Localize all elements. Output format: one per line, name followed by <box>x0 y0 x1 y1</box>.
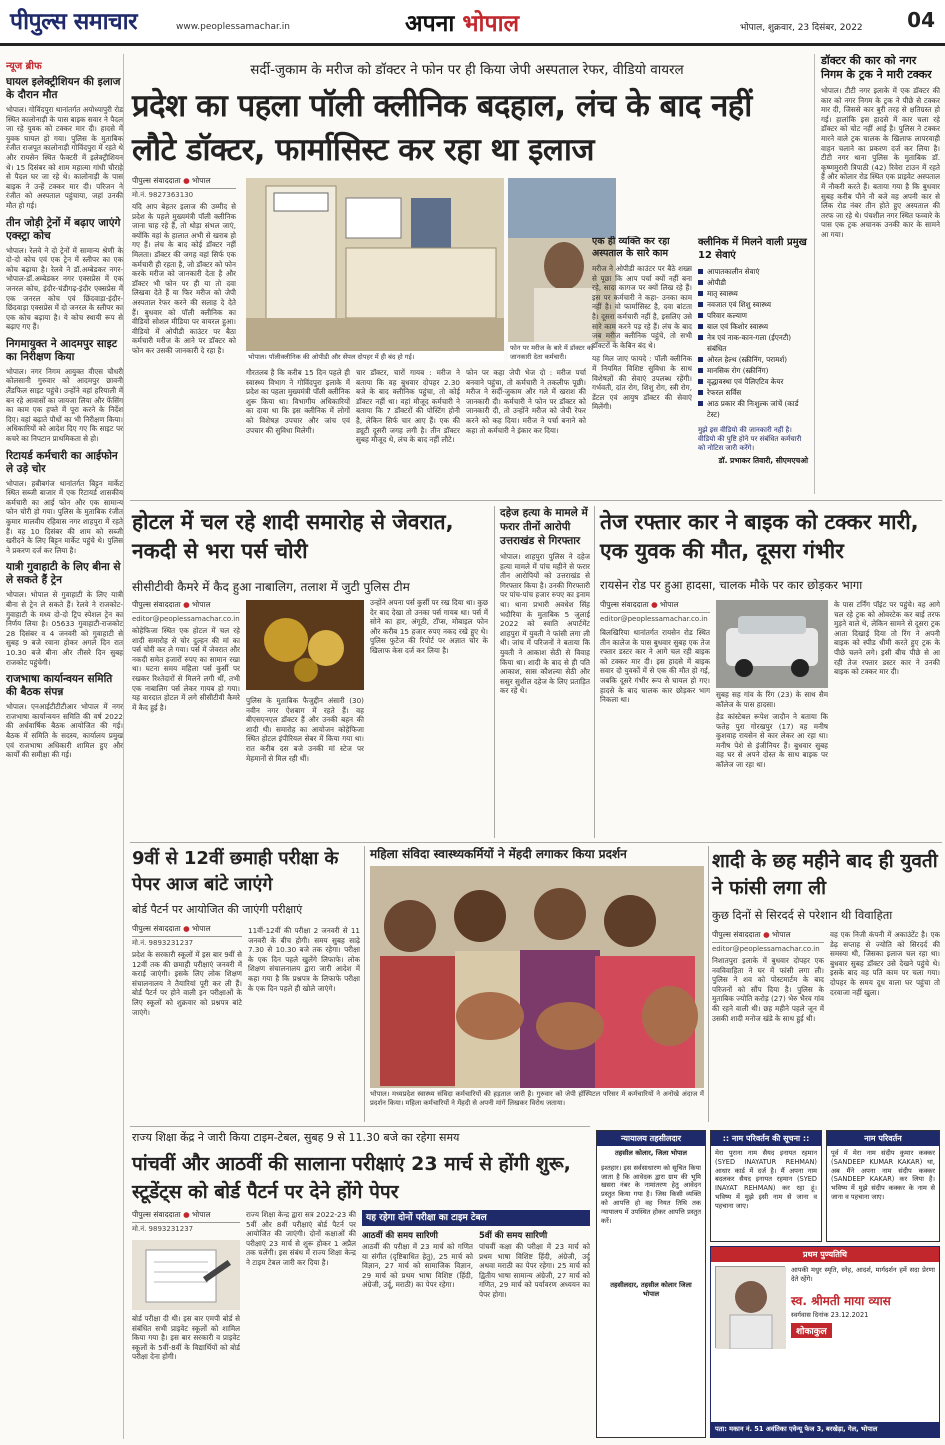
tehsil-notice-body: इश्तहार। इस सर्वसाधारण को सूचित किया जाता है कि आवेदक द्वारा ग्राम की भूमि खसरा नंबर के नामांतरण हेतु आवेदन प्रस्तुत किया गया है। जिस किसी व्यक्ति को आपत्ति हो वह नियत तिथि तक न्यायालय में उपस्थित होकर आपत्ति प्रस्तुत करें। <box>601 1163 701 1225</box>
hotel-story-deck: सीसीटीवी कैमरे में कैद हुआ नाबालिग, तलाश में जुटी पुलिस टीम <box>132 580 410 594</box>
hotel-story-col3: उन्होंने अपना पर्स कुर्सी पर रख दिया था। कुछ देर बाद देखा तो उनका पर्स गायब था। पर्स में सोने का हार, अंगूठी, टॉप्स, मोबाइल फोन और करीब 15 हजार रुपए नकद रखे हुए थे। पुलिस फुटेज की रिपोर्ट पर अज्ञात चोर के खिलाफ केस दर्ज कर लिया है। <box>370 598 488 655</box>
annual-exam-col2: बोर्ड परीक्षा दी थी। इस बार एमपी बोर्ड से संबंधित सभी प्राइवेट स्कूलों को शामिल किया गया है। इस बार सरकारी व प्राइवेट स्कूलों के 5वीं-8वीं के विद्यार्थियों को बोर्ड परीक्षा देना होगी। <box>132 1314 240 1362</box>
annual-exam-headline: पांचवीं और आठवीं की सालाना परीक्षाएं 23 मार्च से होंगी शुरू, स्टूडेंट्स को बोर्ड पैटर्न पर देने होंगे पेपर <box>132 1153 571 1203</box>
protest-headline: महिला संविदा स्वास्थ्यकर्मियों ने मेंहदी लगाकर किया प्रदर्शन <box>370 847 627 861</box>
jewellery-photo <box>246 600 364 690</box>
dowry-headline: दहेज हत्या के मामले में फरार तीनों आरोपी उत्तराखंड से गिरफ्तार <box>500 507 588 547</box>
divider <box>130 1126 590 1127</box>
service-item: नवजात एवं शिशु स्वास्थ्य <box>698 299 808 310</box>
exam9-story-headline: 9वीं से 12वीं छमाही परीक्षा के पेपर आज बांटे जाएंगे <box>132 848 339 895</box>
car-photo-illustration <box>716 600 828 688</box>
timetable-class8-title: आठवीं की समय सारिणी <box>362 1231 438 1241</box>
clinic-photo-illustration <box>246 178 504 362</box>
brief-body: भोपाल। हबीबगंज थानांतर्गत बिट्टन मार्केट स्थित सब्जी बाजार में एक रिटायर्ड शासकीय कर्मचारी का आई फोन और एक सामान्य फोन चोरी हो गया। पुलिस के मुताबिक रंजीत कुमार मालवीय रहिवास नगर शाहपुरा में रहते हैं। वह 10 दिसंबर की शाम को सब्जी खरीदने के लिए बिट्टन मार्केट पहुंचे थे। पुलिस ने प्रकरण दर्ज कर लिया है। <box>6 478 123 555</box>
car-photo <box>716 600 828 688</box>
name-change-ad-1-body: मेरा पुराना नाम सैयद इनायत रहमान (SYED INAYATUR REHMAN) आधार कार्ड में दर्ज है। मैं अपना नाम बदलकर सैयद इनायत रहमान (SYED INAYAT REHMAN) कर रहा हूं। भविष्य में मुझे इसी नाम से जाना व पहचाना जाए। <box>715 1149 817 1210</box>
cmho-quote: मुझे इस वीडियो की जानकारी नहीं है। वीडियो की पुष्टि होने पर संबंधित कर्मचारी को नोटिस जारी करेंगे। <box>698 426 802 452</box>
service-item: बाल एवं किशोर स्वास्थ्य <box>698 321 808 332</box>
brief-title: निगमायुक्त ने आदमपुर साइट का निरीक्षण किया <box>6 337 118 363</box>
reporter-mobile: मो.नं. 9893231237 <box>132 1222 240 1234</box>
main-story-kicker: सर्दी-जुकाम के मरीज को डॉक्टर ने फोन पर ही किया जेपी अस्पताल रेफर, वीडियो वायरल <box>250 62 684 78</box>
hotel-byline-block <box>132 600 240 623</box>
memorial-text: आपकी मधुर स्मृति, स्नेह, आदर्श, मार्गदर्शन हमें सदा प्रेरणा देते रहेंगे। <box>791 1266 935 1283</box>
dateline: भोपाल, शुक्रवार, 23 दिसंबर, 2022 <box>740 23 863 33</box>
brief-title: तीन जोड़ी ट्रेनों में बढ़ाए जाएंगे एक्स्ट्रा कोच <box>6 216 121 242</box>
services-title: क्लीनिक में मिलने वाली प्रमुख 12 सेवाएं <box>698 237 807 261</box>
service-item: आपातकालीन सेवाएं <box>698 266 808 277</box>
brief-item <box>6 673 123 760</box>
timetable-class8 <box>362 1230 473 1300</box>
dowry-body: भोपाल। शाहपुरा पुलिस ने दहेज हत्या मामले में पांच महीने से फरार तीन आरोपियों को उत्तराखंड से गिरफ्तार किया है। उनकी गिरफ्तारी पर पांच-पांच हजार रुपए का इनाम था। थाना प्रभारी अवधेश सिंह भदौरिया के मुताबिक 5 जुलाई 2022 को स्वाति अपार्टमेंट शाहपुरा में युवती ने फांसी लगा ली थी। जांच में परिजनों ने बताया कि युवती ने आकाश सेठी से विवाह किया था। शादी के बाद से ही पति आकाश, सास कौशल्या सेठी और ससुर सुशील दहेज के लिए प्रताड़ित कर रहे थे। <box>500 552 590 696</box>
exam9-story-deck: बोर्ड पैटर्न पर आयोजित की जाएंगी परीक्षाएं <box>132 903 303 916</box>
main-story-side-block <box>592 236 692 492</box>
hotel-story-headline: होटल में चल रहे शादी समारोह से जेवरात, नकदी से भरा पर्स चोरी <box>132 510 454 563</box>
clinic-photo <box>246 178 504 362</box>
protest-photo-illustration <box>370 866 704 1088</box>
divider <box>364 846 365 1122</box>
brief-body: भोपाल। भोपाल से गुवाहाटी के लिए यात्री बीना से ट्रेन ले सकते हैं। रेलवे ने राजकोट-गुवाहाटी के मध्य दो-दो ट्रिप स्पेशल ट्रेन का निर्णय लिया है। 05633 गुवाहाटी-राजकोट 28 दिसंबर व 4 जनवरी को गुवाहाटी से सुबह 9 बजे रवाना होकर अगले दिन रात 10.30 बजे बीना और तीसरे दिन सुबह राजकोट पहुंचेगी। <box>6 590 123 667</box>
brief-title: रिटायर्ड कर्मचारी का आईफोन ले उड़े चोर <box>6 449 118 475</box>
page-number: 04 <box>907 8 935 32</box>
annual-exam-col1: राज्य शिक्षा केन्द्र द्वारा सत्र 2022-23 की 5वीं और 8वीं परीक्षाएं बोर्ड पैटर्न पर आयोजित की जाएंगी। दोनों कक्षाओं की परीक्षाएं 23 मार्च से शुरू होकर 1 अप्रैल तक चलेंगी। इस संबंध में राज्य शिक्षा केन्द्र ने टाइम टेबल जारी कर दिया है। <box>246 1210 356 1267</box>
main-story-headline: प्रदेश का पहला पॉली क्लीनिक बदहाल, लंच के बाद नहीं लौटे डॉक्टर, फार्मासिस्ट कर रहा था इलाज <box>132 88 752 168</box>
tehsil-notice-sign: तहसीलदार, तहसील कोलार जिला भोपाल <box>610 1281 692 1299</box>
main-story-col4: फोन पर कहा जेपी भेज दो : मरीज पर्चा बनवाने पहुंचा, तो कर्मचारी ने तकलीफ पूछी। मरीज ने सर्दी-जुकाम और गले में खराश की जानकारी दी। कर्मचारी ने फोन पर डॉक्टर को जानकारी दी, तो उन्होंने मरीज को जेपी रेफर करने को कह दिया। मरीज ने पर्चा बनाने को कहा तो कर्मचारी ने इंकार कर दिया। <box>466 368 586 435</box>
timetable-columns <box>362 1230 590 1300</box>
name-change-ad-2-body: पूर्व में मेरा नाम संदीप कुमार कक्कर (SANDEEP KUMAR KAKAR) था, अब मैंने अपना नाम संदीप कक्कर (SANDEEP KAKAR) कर लिया है। भविष्य में मुझे संदीप कक्कर के नाम से जाना व पहचाना जाए। <box>831 1149 935 1201</box>
byline: पीपुल्स संवाददाता ● भोपाल <box>132 1210 211 1219</box>
accident-story-headline: तेज रफ्तार कार ने बाइक को टक्कर मारी, एक युवक की मौत, दूसरा गंभीर <box>600 510 919 563</box>
name-change-ad-2 <box>826 1130 940 1242</box>
timetable-box <box>362 1210 590 1440</box>
timetable-class5-body: पांचवीं कक्षा की परीक्षा में 23 मार्च को प्रथम भाषा विशिष्ट हिंदी, अंग्रेजी, उर्दू अथवा मराठी का पेपर रहेगा। 25 मार्च को द्वितीय भाषा सामान्य अंग्रेजी, 27 मार्च को गणित, 29 मार्च को पर्यावरण अध्ययन का पेपर होगा। <box>479 1242 590 1299</box>
section-title-part1: अपना <box>405 11 455 37</box>
memorial-grief: शोकाकुल <box>791 1323 832 1338</box>
car-photo-caption: सुबह सह गांव के रिंग (23) के साथ सैम कॉलेज के पास हादसा। <box>716 690 828 709</box>
brief-item <box>6 76 123 211</box>
staff-photo-caption: फोन पर मरीज के बारे में डॉक्टर को जानकारी देता कर्मचारी। <box>508 342 616 362</box>
name-change-ad-1-title: :: नाम परिवर्तन की सूचना :: <box>711 1131 821 1146</box>
reporter-email: editor@peoplessamachar.co.in <box>132 612 240 623</box>
exam9-story-col1: प्रदेश के सरकारी स्कूलों में इस बार 9वीं से 12वीं तक की छमाही परीक्षाएं जनवरी में कराई जाएंगी। इसके लिए लोक शिक्षण संचालनालय ने तैयारियां पूरी कर ली हैं। बोर्ड पैटर्न पर होने वाली इन परीक्षाओं के लिए स्कूलों को शुक्रवार को प्रश्नपत्र बांटे जाएंगे। <box>132 950 242 1017</box>
memorial-text-block <box>785 1266 935 1348</box>
brief-body: भोपाल। एनआईटीटीटीआर भोपाल में नगर राजभाषा कार्यान्वयन समिति की वर्ष 2022 की अर्धवार्षिक बैठक आयोजित की गई। बैठक में समिति के सदस्य, कार्यालय प्रमुख एवं राजभाषा अधिकारी शामिल हुए और कार्यों की समीक्षा की गई। <box>6 702 123 760</box>
service-item: आठ प्रकार की निःशुल्क जांचें (कार्ड टेस्ट) <box>698 398 808 420</box>
tehsil-notice-ad <box>596 1130 706 1438</box>
byline: पीपुल्स संवाददाता ● भोपाल <box>600 600 679 609</box>
cmho-sign: डॉ. प्रभाकर तिवारी, सीएमएचओ <box>718 456 808 465</box>
brief-title: राजभाषा कार्यान्वयन समिति की बैठक संपन्न <box>6 673 113 699</box>
main-story-col3: चार डॉक्टर, चारों गायब : मरीज ने बताया कि वह बुधवार दोपहर 2.30 बजे के बाद क्लीनिक पहुंचा, तो कोई डॉक्टर नहीं था। वहां मौजूद कर्मचारी ने बताया कि 7 डॉक्टरों की पोस्टिंग होनी है, लेकिन सिर्फ चार आए हैं। एक की ड्यूटी दूसरी जगह लगी है। तीन डॉक्टर सुबह मौजूद थे, लंच के बाद नहीं लौटे। <box>356 368 460 445</box>
reporter-email: editor@peoplessamachar.co.in <box>600 612 710 623</box>
suicide-byline-block <box>712 930 824 953</box>
brief-body: भोपाल। रेलवे ने दो ट्रेनों में सामान्य श्रेणी के दो-दो कोच एवं एक ट्रेन में स्लीपर का एक कोच बढ़ाया है। रेलवे ने डॉ.अम्बेडकर नगर-भोपाल-डॉ.अम्बेडकर नगर एक्सप्रेस में एक जनरल कोच, इंदौर-चंडीगढ़-इंदौर एक्सप्रेस में एक जनरल कोच एवं छिंदवाड़ा-इंदौर-छिंदवाड़ा एक्सप्रेस में दो जनरल के स्लीपर का एक कोच बढ़ाया है। ये कोच स्थायी रूप से बढ़ाए गए हैं। <box>6 245 123 332</box>
accident-story-col2: हेड कांस्टेबल रूपेश जादौन ने बताया कि फतेह पुरा गोरखपुर (17) वह मनीष कुशवाह रायसेन से कार लेकर आ रहा था। मनीष पेशे से इंजीनियर हैं। बुधवार सुबह वह घर से अपने दोस्त के साथ बाइक पर कॉलेज जा रहा था। <box>716 712 828 769</box>
timetable-class8-body: आठवीं की परीक्षा में 23 मार्च को गणित या संगीत (दृष्टिबाधित हेतु), 25 मार्च को विज्ञान, 27 मार्च को सामाजिक विज्ञान, 29 मार्च को प्रथम भाषा विशिष्ट (हिंदी, अंग्रेजी, उर्दू, मराठी) का पेपर रहेगा। <box>362 1242 473 1290</box>
brief-title: यात्री गुवाहाटी के लिए बीना से ले सकते हैं ट्रेन <box>6 561 121 587</box>
right-story-body: भोपाल। टीटी नगर इलाके में एक डॉक्टर की कार को नगर निगम के ट्रक ने पीछे से टक्कर मार दी, जिससे कार बुरी तरह से क्षतिग्रस्त हो गई। हालांकि इस हादसे में कार चला रहे डॉक्टर को चोट नहीं आई है। पुलिस ने टक्कर मारने वाले ट्रक चालक के खिलाफ लापरवाही वाहन चलाने का प्रकरण दर्ज कर लिया है। टीटी नगर थाना पुलिस के मुताबिक डॉ. कृष्णमुरारी त्रिपाठी (42) रिवेरा टाउन में रहते हैं और कोलार रोड स्थित एक प्राइवेट अस्पताल में नौकरी करते हैं। बताया गया है कि बुधवार सुबह करीब पौने नौ बजे वह अपनी कार से लिंक रोड नंबर तीन होते हुए अस्पताल की तरफ जा रहे थे। पंचशील नगर स्थित फव्वारे के पास एक ट्रक अचानक उनकी कार के सामने आ गया। <box>821 86 940 239</box>
brief-title: घायल इलेक्ट्रीशियन की इलाज के दौरान मौत <box>6 76 121 101</box>
brief-item <box>6 450 123 556</box>
service-item: मातृ स्वास्थ्य <box>698 288 808 299</box>
annual-byline-block <box>132 1210 240 1234</box>
website-url[interactable]: www.peoplessamachar.in <box>176 22 290 32</box>
reporter-mobile: मो.नं. 9893231237 <box>132 936 242 948</box>
section-title <box>405 6 519 38</box>
memorial-content <box>711 1262 939 1352</box>
protest-photo <box>370 866 704 1088</box>
main-story-byline-block <box>132 176 236 200</box>
accident-story-col1: बिलखिरिया थानांतर्गत रायसेन रोड स्थित तीन कालेज के पास बुधवार सुबह एक तेज रफ्तार डस्टर कार ने आगे चल रही बाइक को टक्कर मार दी। इस हादसे में बाइक सवार दो युवकों में से एक की मौत हो गई, जबकि दूसरे गंभीर रूप से घायल हो गए। हादसे के बाद चालक कार छोड़कर भाग निकला था। <box>600 628 710 705</box>
services-list-box <box>698 236 808 466</box>
clinic-photo-caption: भोपाल। पॉलीक्लीनिक की ओपीडी और सेंपल दोपहर में ही बंद हो गई। <box>246 351 504 362</box>
suicide-story-deck: कुछ दिनों से सिरदर्द से परेशान थी विवाहिता <box>712 908 893 922</box>
jewellery-photo-illustration <box>246 600 364 690</box>
exam-photo <box>132 1240 240 1310</box>
right-story-headline: डॉक्टर की कार को नगर निगम के ट्रक ने मारी टक्कर <box>821 54 932 81</box>
name-change-ad-2-title: नाम परिवर्तन <box>827 1131 939 1146</box>
memorial-ad <box>710 1246 940 1438</box>
brief-item <box>6 217 123 332</box>
service-item: नेत्र एवं नाक-कान-गला (ईएनटी) संबंधित <box>698 332 808 354</box>
suicide-story-col1: निशातपुरा इलाके में बुधवार दोपहर एक नवविवाहिता ने घर में फांसी लगा ली। पुलिस ने शव को पोस्टमार्टम के बाद परिजनों को सौंप दिया है। पुलिस के मुताबिक ज्योति करोड़ (27) भेरु भैरव गांव की रहने वाली थी। छह महीने पहले जून में उसकी शादी मनोज खंडे के साथ हुई थी। <box>712 956 824 1023</box>
memorial-name: स्व. श्रीमती माया व्यास <box>791 1293 891 1308</box>
memorial-address: पता: मकान नं. 51 अवंतिका एवेन्यू फेज 3, बरखेड़ा, गेल, भोपाल <box>711 1422 939 1437</box>
side-text: मरीज ने ओपीडी काउंटर पर बैठे शख्स से पूछा कि आप पर्चा क्यों नहीं बना रहे, सादा कागज पर क्यों लिख रहे हैं। इस पर कर्मचारी ने कहा- उनका काम नहीं है। वो फार्मासिस्ट है, दवा बांटता है। दूसरा कर्मचारी नहीं है, इसलिए उसे सारे काम करने पड़ रहे हैं। लंच के बाद जब मरीज क्लीनिक पहुंचे, तो सभी डॉक्टरों के केबिन बंद थे। <box>592 264 692 350</box>
section-title-part2: भोपाल <box>462 11 520 37</box>
service-item: रेफरल सर्विस <box>698 387 808 398</box>
newspaper-logo: पीपुल्स समाचार <box>10 8 138 35</box>
news-brief-column <box>6 54 124 1439</box>
brief-item <box>6 561 123 667</box>
divider <box>708 846 709 1122</box>
tehsil-notice-title: न्यायालय तहसीलदार <box>597 1131 705 1146</box>
divider <box>494 506 495 838</box>
accident-story-deck: रायसेन रोड पर हुआ हादसा, चालक मौके पर कार छोड़कर भागा <box>600 578 863 592</box>
byline: पीपुल्स संवाददाता ● भोपाल <box>712 930 791 939</box>
dowry-story <box>500 506 590 822</box>
timetable-class5-title: 5वीं की समय सारिणी <box>479 1231 548 1241</box>
reporter-email: editor@peoplessamachar.co.in <box>712 942 824 953</box>
service-item: परिवार कल्याण <box>698 310 808 321</box>
divider <box>594 506 595 838</box>
masthead <box>0 0 945 46</box>
portrait-icon <box>716 1267 786 1349</box>
divider <box>130 500 942 501</box>
name-change-ad-1 <box>710 1130 822 1242</box>
timetable-class5 <box>479 1230 590 1300</box>
memorial-title: प्रथम पुण्यतिथि <box>711 1247 939 1262</box>
main-story-col2: गौरतलब है कि करीब 15 दिन पहले ही स्वास्थ्य विभाग ने गोविंदपुरा इलाके में प्रदेश का पहला मुख्यमंत्री पॉली क्लीनिक शुरू किया था। विभागीय अधिकारियों का दावा था कि इस क्लीनिक में लोगों को विशेषज्ञ उपचार और जांच एवं उपचार की सुविधा मिलेगी। <box>246 368 350 435</box>
main-story-col1: यदि आप बेहतर इलाज की उम्मीद से प्रदेश के पहले मुख्यमंत्री पॉली क्लीनिक जाना चाह रहे हैं, तो थोड़ा संभल जाएं, क्योंकि वहां के हालात अभी से खराब हो गए हैं। लंच के बाद कोई डॉक्टर नहीं मिलता। डॉक्टर की जगह वहां सिर्फ एक कर्मचारी ही रहता है, जो डॉक्टर को फोन करके मरीज को जानकारी देता है और डॉक्टर भी फोन पर ही या तो दवा लिखवा देते हैं या फिर मरीज को जेपी अस्पताल रेफर करने की सलाह दे देते हैं। बुधवार को पॉली क्लीनिक का वीडियो सोशल मीडिया पर वायरल हुआ। वीडियो में ओपीडी काउंटर पर बैठा कर्मचारी मरीज के आने पर डॉक्टर को फोन कर उसकी जानकारी दे रहा है। <box>132 202 236 355</box>
brief-item <box>6 338 123 444</box>
accident-byline-block <box>600 600 710 623</box>
memorial-portrait <box>715 1266 785 1348</box>
exam-photo-illustration <box>132 1240 240 1310</box>
byline: पीपुल्स संवाददाता ● भोपाल <box>132 600 211 609</box>
byline: पीपुल्स संवाददाता ● भोपाल <box>132 924 211 933</box>
hotel-story-col2: पुलिस के मुताबिक फैजुद्दीन अंसारी (30) नवीन नगर ऐशबाग में रहते हैं। वह बीएसएनएल डॉक्टर हैं और उनकी बहन की शादी थी। समारोह का आयोजन कोहेफिजा स्थित होटल इंपीरियल सेबर में किया गया था। रात करीब दस बजे उनकी मां स्टेज पर मेहमानों से मिल रही थीं। <box>246 696 364 763</box>
service-item: वृद्धावस्था एवं पैलिएटिव केयर <box>698 376 808 387</box>
exam9-byline-block <box>132 924 242 948</box>
services-list <box>698 266 808 420</box>
reporter-mobile: मो.नं. 9827363130 <box>132 188 236 200</box>
byline: पीपुल्स संवाददाता ● भोपाल <box>132 176 211 185</box>
side-text-benefits: यह मिल जाए फायदे : पॉली क्लीनिक में नियमित विशिष्ट सुविधा के साथ विशेषज्ञों की सेवाएं उपलब्ध रहेंगी। गर्भवती, दांत रोग, शिशु रोग, स्त्री रोग, डेंटल एवं आयुष डॉक्टर की सेवाएं मिलेंगी। <box>592 354 692 412</box>
tehsil-notice-subtitle: तहसील कोलार, जिला भोपाल <box>615 1149 687 1157</box>
news-brief-tag: न्यूज ब्रीफ <box>6 61 42 72</box>
service-item: मानसिक रोग (स्क्रीनिंग) <box>698 365 808 376</box>
accident-story-col3: के पास टर्निंग पॉइंट पर पहुंचे। वह आगे चल रहे ट्रक को ओवरटेक कर बाई तरफ मुड़ने वाले थे, लेकिन सामने से दूसरा ट्रक आता दिखाई दिया तो रिंग ने अपनी बाइक को स्पीड धीमी करते हुए ट्रक के पीछे चलने लगे। इसी बीच पीछे से आ रही तेज रफ्तार डस्टर कार ने उनकी बाइक को टक्कर मार दी। <box>834 600 940 677</box>
timetable-title: यह रहेगा दोनों परीक्षा का टाइम टेबल <box>362 1210 590 1226</box>
brief-body: भोपाल। नगर निगम आयुक्त वीएस चौधरी कोलसानी गुरुवार को आदमपुर छावनी लैंडफिल साइट पहुंचे। उन्होंने वहां हरियाली में बन रहे आवासों का जायजा लिया और फेंसिंग का काम एक हफ्ते में पूरा करने के निर्देश दिए। वहां बढ़ाते पौधों का भी निरीक्षण किया। अधिकारियों को आदेश दिए गए कि साइट पर कचरे का निपटान प्राथमिकता से हो। <box>6 366 123 444</box>
right-column-story <box>814 54 940 494</box>
divider <box>130 842 942 843</box>
suicide-story-headline: शादी के छह महीने बाद ही युवती ने फांसी लगा ली <box>712 850 938 899</box>
suicide-story-col2: वह एक निजी कंपनी में अकाउंटेंट है। एक डेढ़ सप्ताह से ज्योति को सिरदर्द की समस्या थी, जिसका इलाज चल रहा था। बुधवार सुबह डॉक्टर उसे देखने पहुंचे थे। इसके बाद वह पति काम पर चला गया। दोपहर के समय दूध वाला घर पहुंचा तो दरवाजा नहीं खुला। <box>830 930 940 997</box>
memorial-date: स्वर्गवास दिनांक 23.12.2021 <box>791 1310 869 1319</box>
protest-caption: भोपाल। मध्यप्रदेश स्वास्थ्य संविदा कर्मचारियों की हड़ताल जारी है। गुरुवार को जेपी हॉस्पिटल परिसर में कर्मचारियों ने अनोखे अंदाज में प्रदर्शन किया। महिला कर्मचारियों ने मेंहदी से अपनी मांगें लिखकर विरोध जताया। <box>370 1090 704 1107</box>
annual-exam-kicker: राज्य शिक्षा केंद्र ने जारी किया टाइम-टेबल, सुबह 9 से 11.30 बजे का रहेगा समय <box>132 1131 460 1144</box>
side-subhead: एक ही व्यक्ति कर रहा अस्पताल के सारे काम <box>592 236 670 259</box>
service-item: ओरल हेल्थ (स्क्रीनिंग, परामर्श) <box>698 354 808 365</box>
brief-body: भोपाल। गोविंदपुरा थानांतर्गत अयोध्यापुरी रोड स्थित कालोनाड़ी के पास बाइक सवार ने पैदल जा रहे युवक को टक्कर मार दी। हादसे में युवक घायल हो गया। पुलिस के मुताबिक रंजीत राजपूत कालोनाड़ी गोविंदपुरा में रहते थे और रायसेन स्थित फैक्टरी में इलेक्ट्रीशियन थे। 15 दिसंबर को शाम महात्मा गांधी चौराहे से पैदल घर जा रहे थे। कालोनाड़ी के पास बाइक ने उन्हें टक्कर मार दी। परिजन ने रंजीत को अस्पताल पहुंचाया, जहां उनकी मौत हो गई। <box>6 105 123 210</box>
service-item: ओपीडी <box>698 277 808 288</box>
exam9-story-col2: 11वीं-12वीं की परीक्षा 2 जनवरी से 11 जनवरी के बीच होगी। समय सुबह साढ़े 7.30 से 10.30 बजे तक रहेगा। परीक्षा के एक दिन पहले खुलेंगे लिफाफे। लोक शिक्षण संचालनालय द्वारा जारी आदेश में कहा गया है कि प्रश्नपत्र के लिफाफे परीक्षा के एक दिन पहले ही खोले जाएंगे। <box>248 926 360 993</box>
hotel-story-col1: कोहेफिजा स्थित एक होटल में चल रहे शादी समारोह से चोर दुल्हन की मां का पर्स चोरी कर ले गया। पर्स में जेवरात और नकदी समेत हजारों रुपए का सामान रखा था। घटना समय महिला पर्स कुर्सी पर रखकर रिश्तेदारों से मिलने लगी थीं, तभी एक नाबालिग पर्स लेकर गायब हो गया। यह वारदात होटल में लगे सीसीटीवी कैमरे में कैद हुई है। <box>132 626 240 712</box>
